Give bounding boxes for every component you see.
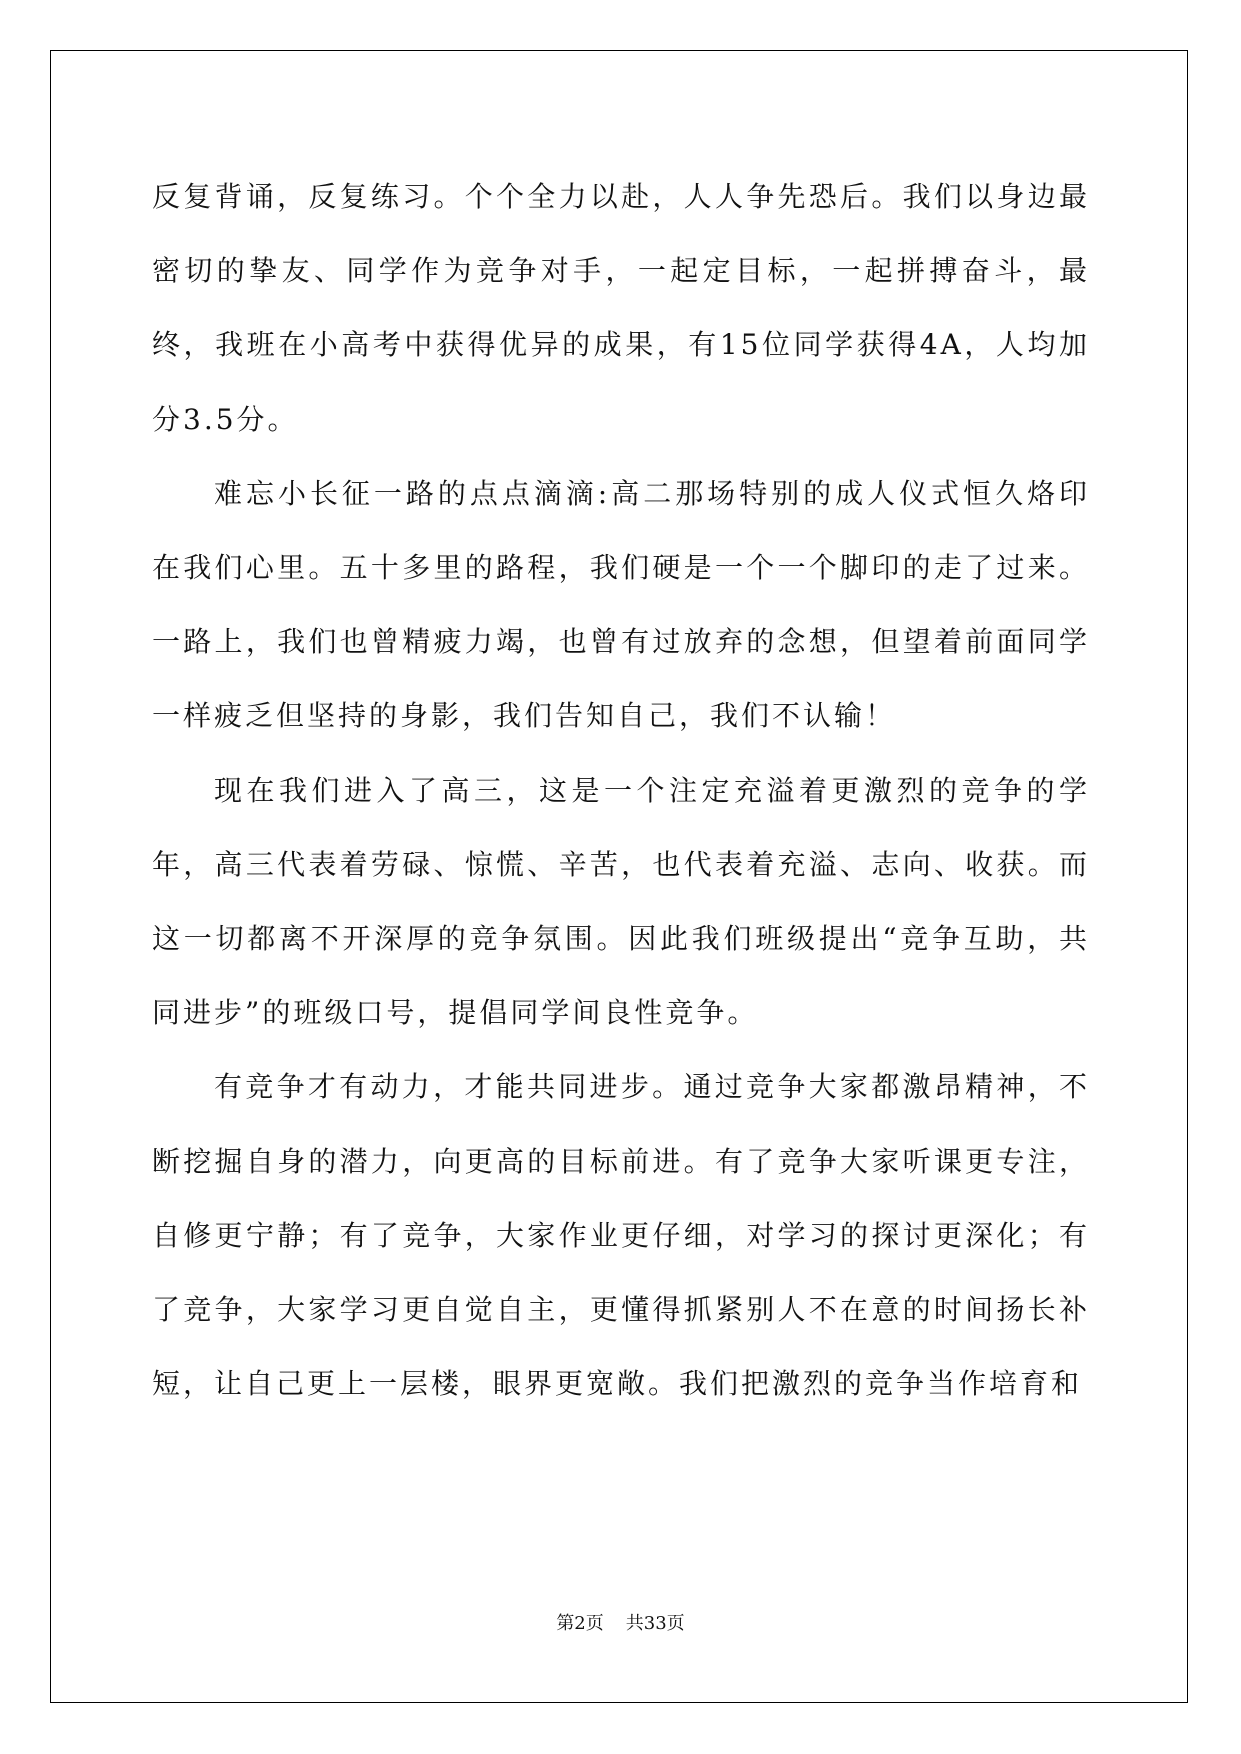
page-number: 第2页 <box>556 1613 604 1634</box>
page-footer <box>0 1612 1241 1636</box>
paragraph-1: 反复背诵，反复练习。个个全力以赴，人人争先恐后。我们以身边最密切的挚友、同学作为竞争对手，一起定目标，一起拼搏奋斗，最终，我班在小高考中获得优异的成果，有15位同学获得4A，人均加分3.5分。 <box>152 180 1090 436</box>
paragraph-2: 难忘小长征一路的点点滴滴:高二那场特别的成人仪式恒久烙印在我们心里。五十多里的路程，我们硬是一个一个脚印的走了过来。一路上，我们也曾精疲力竭，也曾有过放弃的念想，但望着前面同学一样疲乏但坚持的身影，我们告知自己，我们不认输！ <box>152 476 1090 733</box>
document-body <box>152 160 1090 1421</box>
page-total: 共33页 <box>625 1613 685 1634</box>
paragraph-4: 有竞争才有动力，才能共同进步。通过竞争大家都激昂精神，不断挖掘自身的潜力，向更高的目标前进。有了竞争大家听课更专注，自修更宁静；有了竞争，大家作业更仔细，对学习的探讨更深化；有了竞争，大家学习更自觉自主，更懂得抓紧别人不在意的时间扬长补短，让自己更上一层楼，眼界更宽敞。我们把激烈的竞争当作培育和 <box>152 1070 1090 1401</box>
paragraph-3: 现在我们进入了高三，这是一个注定充溢着更激烈的竞争的学年，高三代表着劳碌、惊慌、辛苦，也代表着充溢、志向、收获。而这一切都离不开深厚的竞争氛围。因此我们班级提出“竞争互助，共同进步”的班级口号，提倡同学间良性竞争。 <box>152 773 1090 1030</box>
